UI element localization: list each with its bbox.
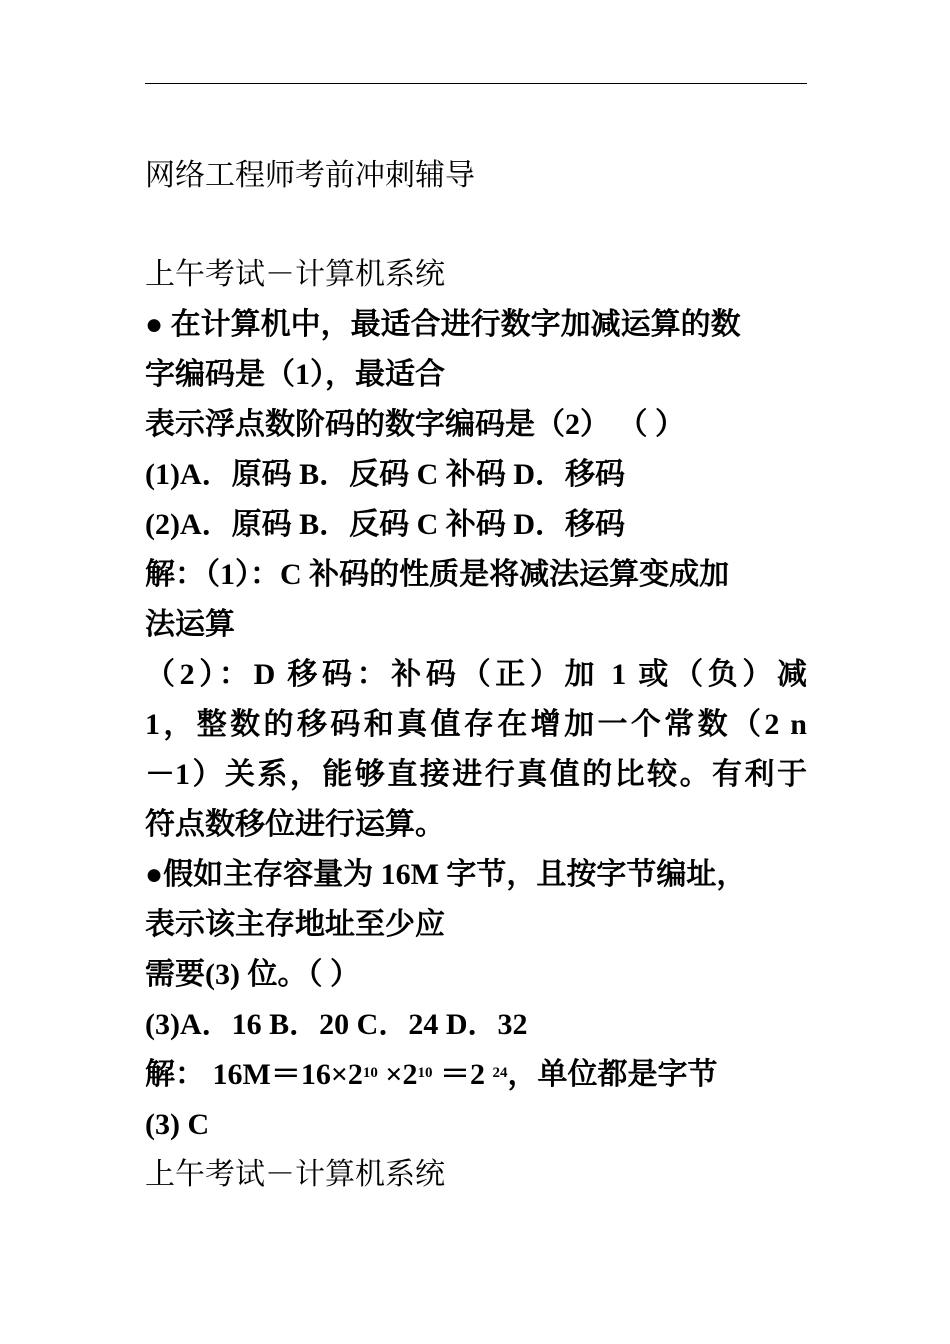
question-1-options-1: (1)A．原码 B．反码 C 补码 D．移码 — [145, 458, 625, 491]
question-1-line-2: 字编码是（1），最适合 — [145, 358, 445, 391]
solution-mid-2: ＝2 — [432, 1058, 493, 1091]
question-2-options: (3)A．16 B．20 C．24 D．32 — [145, 1008, 528, 1041]
question-2-line-2: 表示该主存地址至少应 — [145, 908, 445, 941]
question-2-answer: (3) C — [145, 1108, 210, 1141]
question-1-solution-5: －1）关系，能够直接进行真值的比较。有利于 — [145, 758, 807, 791]
question-1-line-3: 表示浮点数阶码的数字编码是（2） （ ） — [145, 408, 685, 441]
exponent-3: 24 — [492, 1065, 508, 1081]
question-1-line-1: ● 在计算机中，最适合进行数字加减运算的数 — [145, 308, 741, 341]
top-rule — [145, 83, 807, 84]
solution-mid: ×2 — [377, 1058, 418, 1091]
question-2-solution — [145, 1050, 807, 1100]
footer-heading: 上午考试－计算机系统 — [145, 1158, 445, 1191]
section-heading: 上午考试－计算机系统 — [145, 258, 445, 291]
question-1-solution-3: （2）：D 移码：补码（正）加 1 或（负）减 — [145, 658, 807, 691]
question-1-solution-2: 法运算 — [145, 608, 235, 641]
question-2-line-1: ●假如主存容量为 16M 字节，且按字节编址， — [145, 858, 747, 891]
question-2-line-3: 需要(3) 位。（ ） — [145, 958, 360, 991]
document-title: 网络工程师考前冲刺辅导 — [145, 159, 475, 192]
question-1-solution-1: 解：（1）：C 补码的性质是将减法运算变成加 — [145, 558, 730, 591]
question-1-options-2: (2)A．原码 B．反码 C 补码 D．移码 — [145, 508, 625, 541]
solution-prefix: 解： 16M＝16×2 — [145, 1058, 363, 1091]
solution-suffix: ，单位都是字节 — [507, 1058, 718, 1091]
document-body — [145, 151, 807, 1200]
question-1-solution-4: 1，整数的移码和真值存在增加一个常数（2 n — [145, 708, 807, 741]
question-1-solution-6: 符点数移位进行运算。 — [145, 808, 445, 841]
exponent-1: 10 — [362, 1065, 378, 1081]
exponent-2: 10 — [417, 1065, 433, 1081]
